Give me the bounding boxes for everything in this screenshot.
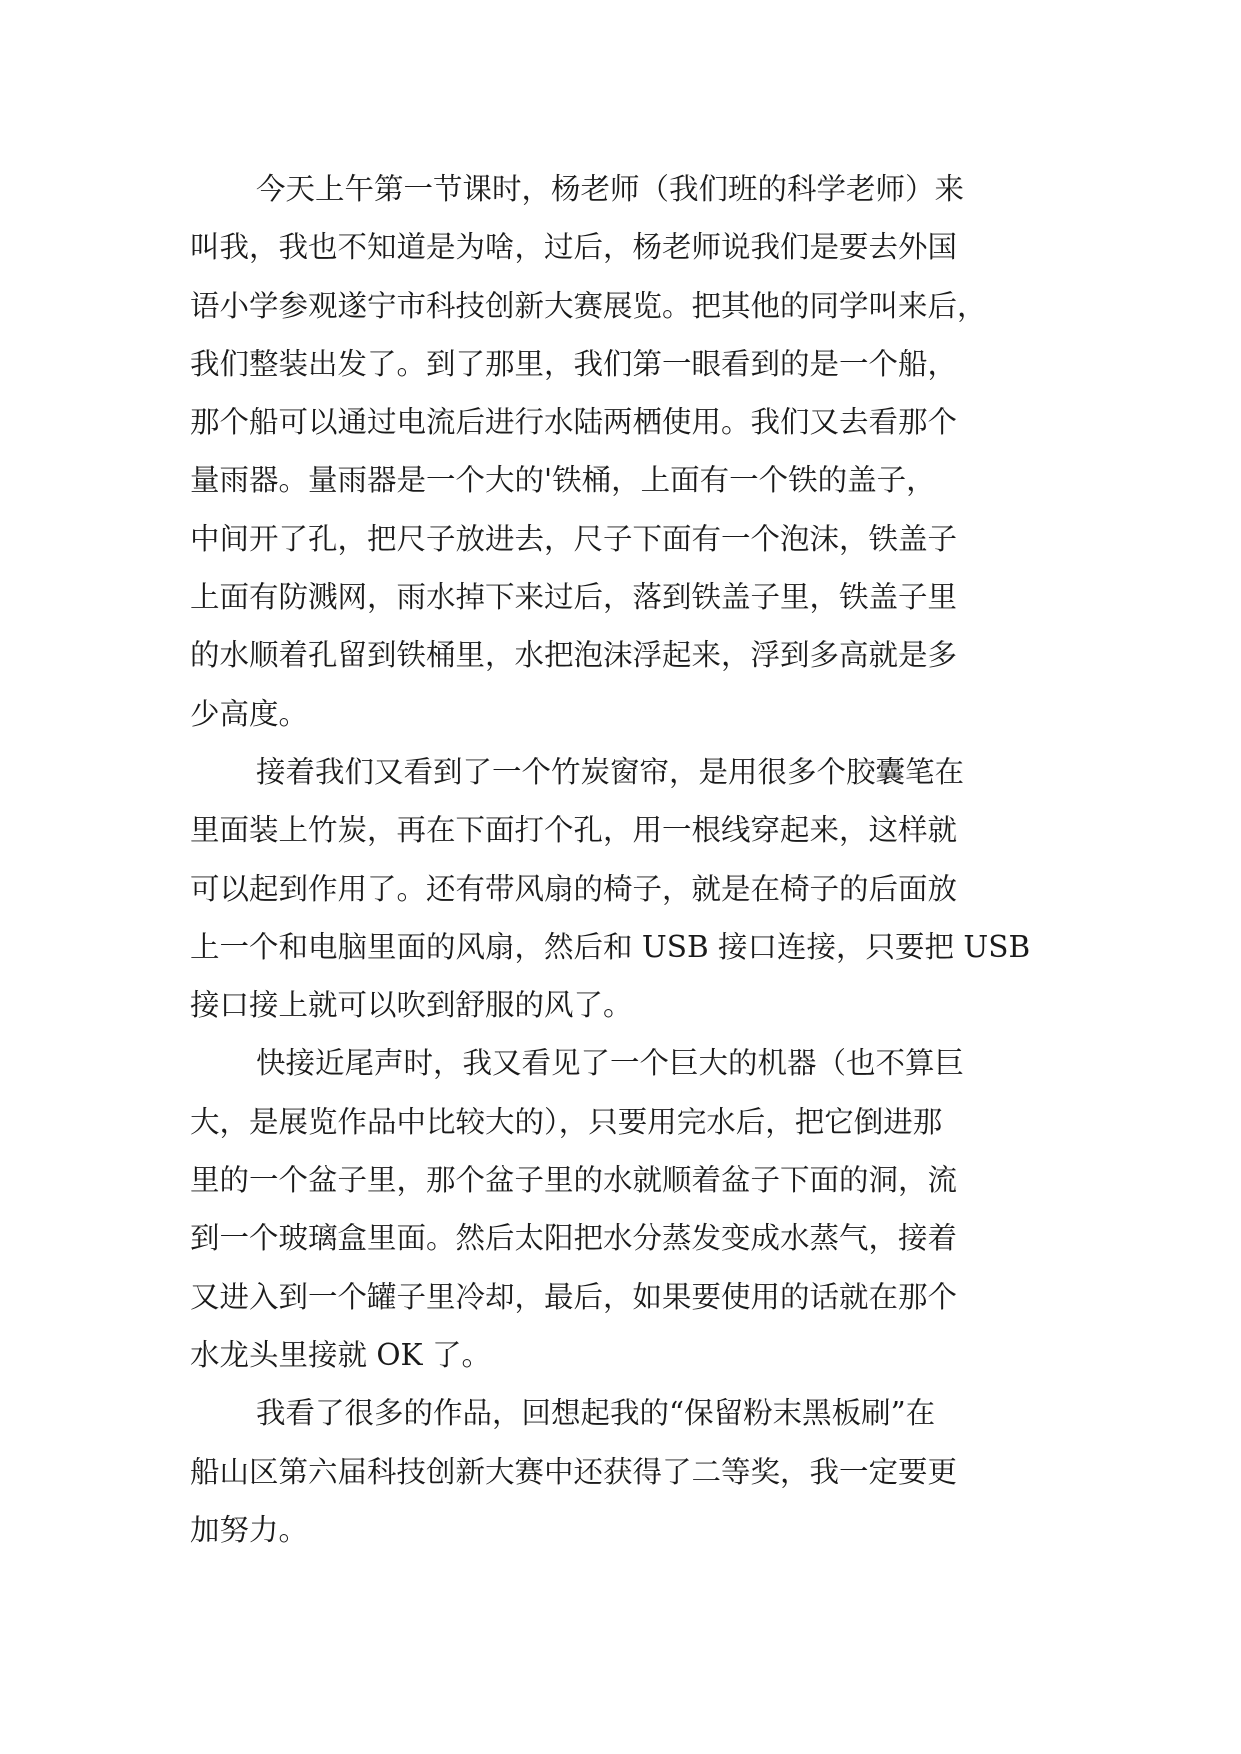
text-line: 可以起到作用了。还有带风扇的椅子，就是在椅子的后面放 [190,871,958,906]
text-line: 接口接上就可以吹到舒服的风了。 [190,988,633,1023]
text-line: 我看了很多的作品，回想起我的“保留粉末黑板刷”在 [256,1396,936,1431]
text-line: 语小学参观遂宁市科技创新大赛展览。把其他的同学叫来后， [190,288,987,323]
text-line: 里的一个盆子里，那个盆子里的水就顺着盆子下面的洞，流 [190,1163,958,1198]
text-line: 少高度。 [190,696,309,731]
text-line: 大，是展览作品中比较大的），只要用完水后，把它倒进那 [190,1104,943,1139]
text-line: 又进入到一个罐子里冷却，最后，如果要使用的话就在那个 [190,1279,958,1314]
text-line: 中间开了孔，把尺子放进去，尺子下面有一个泡沫，铁盖子 [190,521,958,556]
text-line: 船山区第六届科技创新大赛中还获得了二等奖，我一定要更 [190,1454,958,1489]
text-line: 今天上午第一节课时，杨老师（我们班的科学老师）来 [256,172,965,206]
text-line: 上面有防溅网，雨水掉下来过后，落到铁盖子里，铁盖子里 [190,580,958,615]
text-line: 到一个玻璃盒里面。然后太阳把水分蒸发变成水蒸气，接着 [190,1221,958,1256]
body-text [190,160,1090,1559]
text-line: 量雨器。量雨器是一个大的'铁桶，上面有一个铁的盖子， [190,463,936,498]
text-line: 我们整装出发了。到了那里，我们第一眼看到的是一个船， [190,346,958,381]
text-line: 的水顺着孔留到铁桶里，水把泡沫浮起来，浮到多高就是多 [190,638,958,673]
text-line: 里面装上竹炭，再在下面打个孔，用一根线穿起来，这样就 [190,813,958,848]
text-line: 叫我，我也不知道是为啥，过后，杨老师说我们是要去外国 [190,230,958,265]
text-line: 那个船可以通过电流后进行水陆两栖使用。我们又去看那个 [190,405,958,440]
text-line: 上一个和电脑里面的风扇，然后和 USB 接口连接，只要把 USB [190,929,1031,964]
text-line: 快接近尾声时，我又看见了一个巨大的机器（也不算巨 [256,1046,965,1081]
text-line: 加努力。 [190,1512,309,1547]
text-line: 接着我们又看到了一个竹炭窗帘，是用很多个胶囊笔在 [256,754,965,789]
text-line: 水龙头里接就 OK 了。 [190,1337,491,1372]
